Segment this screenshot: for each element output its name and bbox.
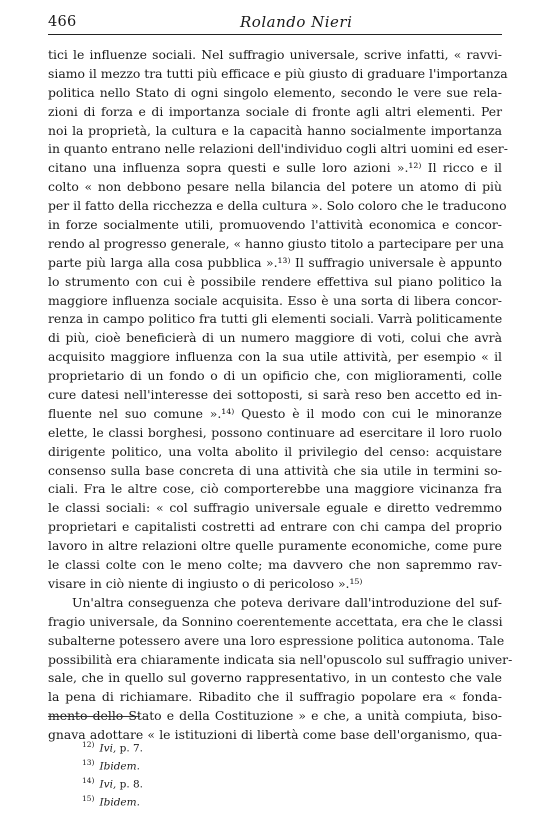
paragraph-last-line: visare in ciò niente di ingiusto o di pericoloso ».¹⁵⁾	[48, 575, 363, 591]
footnote-number: 15)	[82, 794, 95, 803]
text-line: ciali. Fra le altre cose, ciò comporterebbe una maggiore vicinanza fra	[48, 481, 502, 497]
text-line: mento dello Stato e della Costituzione » e che, a unità compiuta, biso-	[48, 708, 502, 724]
text-line: possibilità era chiaramente indicata sia nell'opuscolo sul suffragio univer-	[48, 651, 513, 667]
text-line: di più, cioè beneficierà di un numero maggiore di voti, colui che avrà	[48, 330, 502, 346]
text-line: parte più larga alla cosa pubblica ».¹³⁾ Il suffragio universale è appunto	[48, 254, 502, 270]
text-line: elette, le classi borghesi, possono continuare ad esercitare il loro ruolo	[48, 424, 502, 440]
footnote-source: Ivi,	[99, 778, 117, 791]
text-line: consenso sulla base concreta di una attività che sia utile in termini so-	[48, 462, 502, 478]
text-line: cure datesi nell'interesse dei sottoposti, si sarà reso ben accetto ed in-	[48, 387, 502, 403]
text-line: tici le influenze sociali. Nel suffragio universale, scrive infatti, « ravvi-	[48, 47, 502, 62]
text-line: fluente nel suo comune ».¹⁴⁾ Questo è il modo con cui le minoranze	[48, 405, 502, 421]
text-line: gnava adottare « le istituzioni di libertà come base dell'organismo, qua-	[48, 727, 502, 743]
text-line: proprietario di un fondo o di un opificio che, con miglioramenti, colle	[48, 368, 502, 384]
text-line: proprietari e capitalisti costretti ad entrare con chi campa del proprio	[48, 519, 502, 535]
footnote-15	[82, 790, 143, 808]
text-line: subalterne potessero avere una loro espressione politica autonoma. Tale	[48, 632, 505, 648]
text-line: sale, che in quello sul governo rappresentativo, in un contesto che vale	[48, 670, 502, 686]
text-line: le classi sociali: « col suffragio universale eguale e diretto vedremmo	[48, 500, 502, 516]
text-line: maggiore influenza sociale acquisita. Esso è una sorta di libera concor-	[48, 292, 502, 308]
text-line: le classi colte con le meno colte; ma davvero che non sapremmo rav-	[48, 557, 502, 573]
footnote-source: Ibidem.	[99, 796, 140, 809]
footnote-page: p. 8.	[119, 778, 144, 791]
text-line: lo strumento con cui è possibile rendere effettiva sul piano politico la	[48, 273, 502, 289]
footnote-source: Ivi,	[99, 742, 117, 755]
footnote-14	[82, 772, 143, 790]
text-line: siamo il mezzo tra tutti più efficace e più giusto di graduare l'importanza	[48, 65, 508, 81]
text-line: in quanto entrano nelle relazioni dell'individuo cogli altri uomini ed eser-	[48, 141, 508, 157]
footnote-page: p. 7.	[119, 742, 144, 755]
footnote-rule	[48, 716, 140, 717]
footnotes	[82, 736, 143, 808]
text-line: acquisito maggiore influenza con la sua utile attività, per esempio « il	[48, 349, 502, 365]
footnote-source: Ibidem.	[99, 760, 140, 773]
footnote-number: 12)	[82, 740, 95, 749]
text-line: zioni di forza e di importanza sociale di fronte agli altri elementi. Per	[48, 103, 502, 119]
text-line: colto « non debbono pesare nella bilancia del potere un atomo di più	[48, 179, 502, 195]
text-line: politica nello Stato di ogni singolo elemento, secondo le vere sue rela-	[48, 84, 502, 100]
header-rule	[48, 34, 502, 35]
text-line: citano una influenza sopra questi e sulle loro azioni ».¹²⁾ Il ricco e il	[48, 160, 502, 176]
text-line: fragio universale, da Sonnino coerentemente accettata, era che le classi	[48, 613, 503, 629]
footnote-number: 14)	[82, 776, 95, 785]
text-line: rendo al progresso generale, « hanno giusto titolo a partecipare per una	[48, 235, 504, 251]
text-line: renza in campo politico fra tutti gli elementi sociali. Varrà politicamente	[48, 311, 503, 327]
text-line: la pena di richiamare. Ribadito che il suffragio popolare era « fonda-	[48, 689, 502, 705]
running-head-author: Rolando Nieri	[240, 13, 353, 31]
footnote-12	[82, 736, 143, 754]
text-line: in forze socialmente utili, promuovendo l'attività economica e concor-	[48, 217, 502, 233]
text-line: per il fatto della ricchezza e della cultura ». Solo coloro che le traducono	[48, 198, 507, 214]
paragraph-first-line: Un'altra conseguenza che poteva derivare dall'introduzione del suf-	[72, 594, 502, 610]
footnote-13	[82, 754, 143, 772]
text-line: noi la proprietà, la cultura e la capacità hanno socialmente importanza	[48, 122, 502, 138]
text-line: dirigente politico, una volta abolito il privilegio del censo: acquistare	[48, 443, 502, 459]
body-text	[48, 46, 513, 745]
page-number: 466	[48, 14, 77, 30]
footnote-number: 13)	[82, 758, 95, 767]
text-line: lavoro in altre relazioni oltre quelle puramente economiche, come pure	[48, 538, 502, 554]
